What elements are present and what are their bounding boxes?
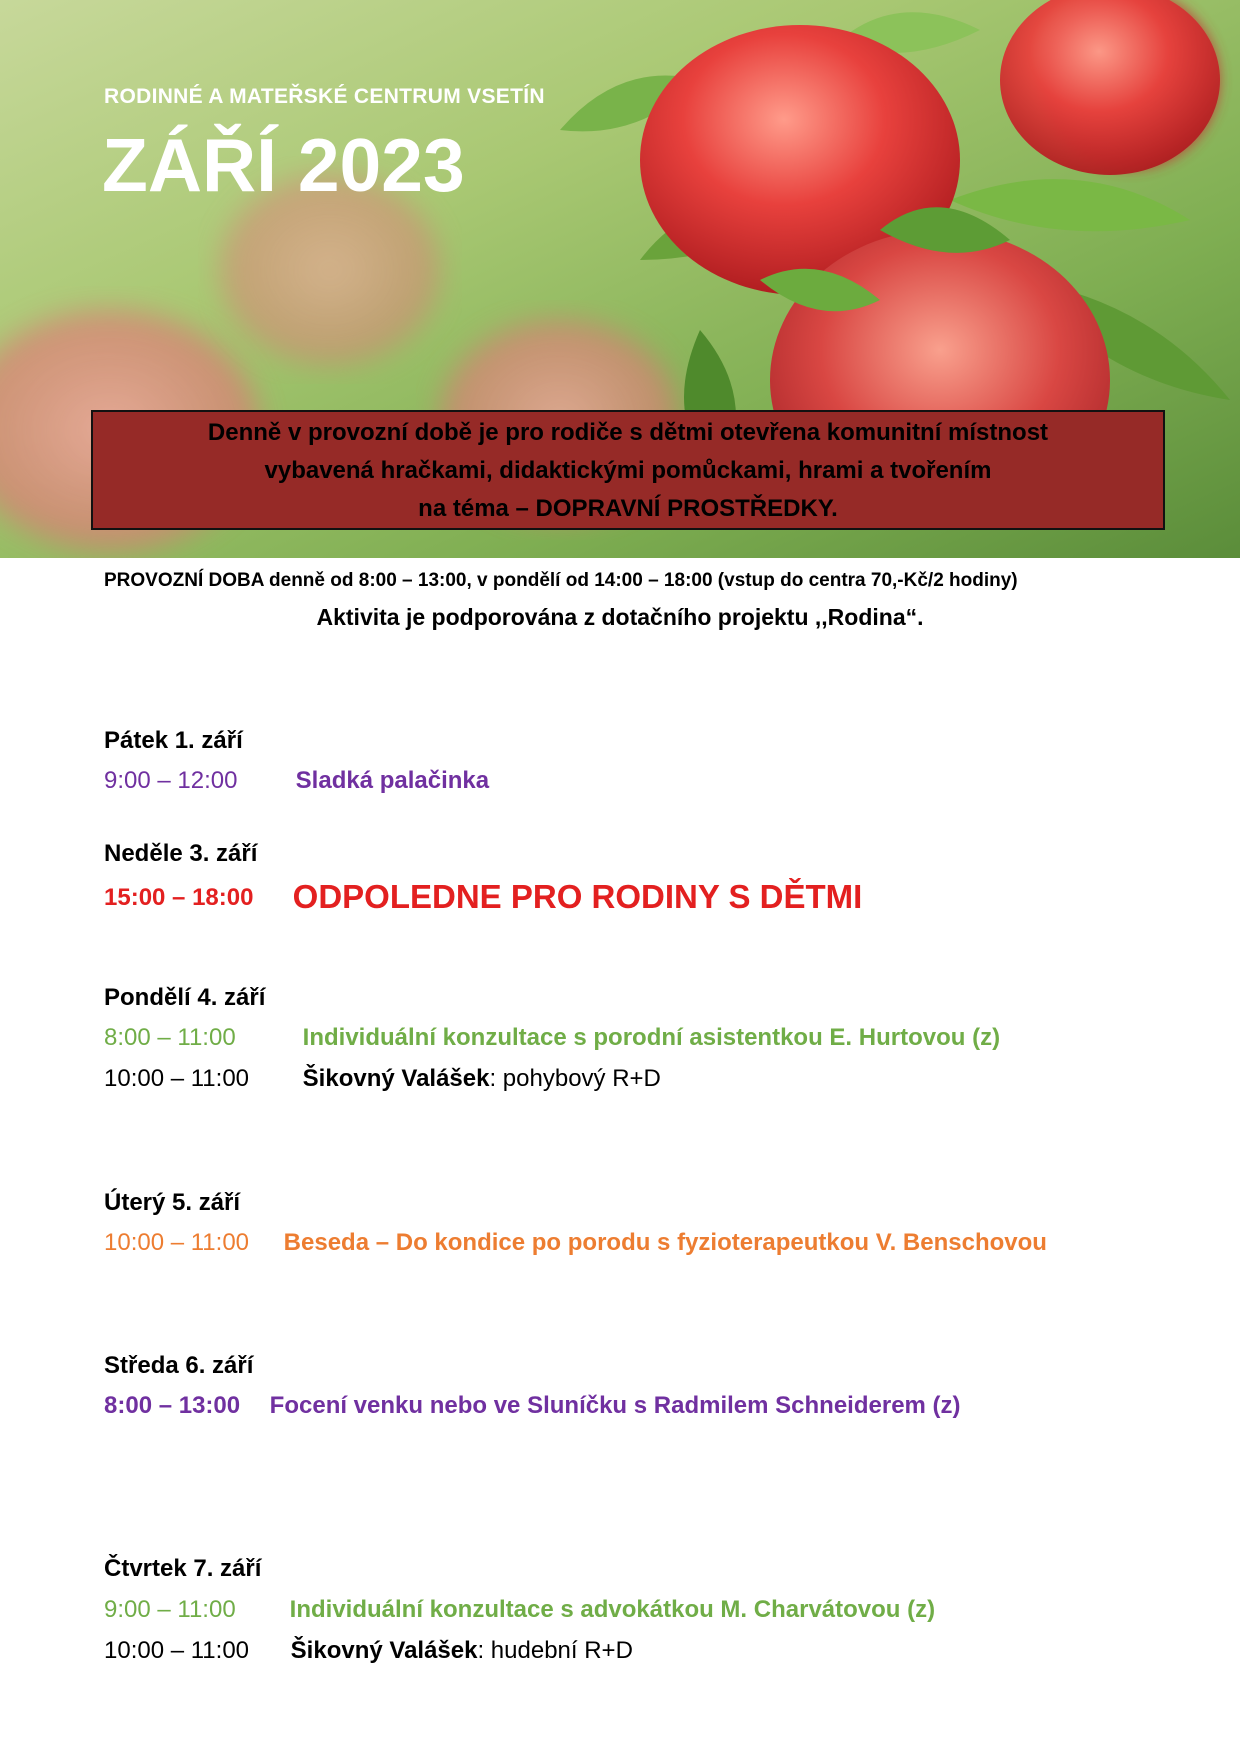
center-name: RODINNÉ A MATEŘSKÉ CENTRUM VSETÍN (104, 85, 545, 108)
project-support: Aktivita je podporována z dotačního projektu ,,Rodina“. (316, 604, 924, 630)
event-title: Beseda – Do kondice po porodu s fyzioterapeutkou V. Benschovou (283, 1229, 1047, 1256)
event-title: ODPOLEDNE PRO RODINY S DĚTMI (292, 878, 863, 915)
page-title: ZÁŘÍ 2023 (102, 123, 465, 207)
event-time: 10:00 – 11:00 (104, 1637, 250, 1664)
event-time: 9:00 – 12:00 (104, 767, 238, 794)
event-time: 8:00 – 11:00 (104, 1024, 236, 1051)
event-row (104, 1392, 961, 1420)
event-time: 8:00 – 13:00 (104, 1392, 241, 1419)
event-row (104, 878, 862, 916)
notice-line-2: vybavená hračkami, didaktickými pomůckami, hrami a tvořením (264, 457, 992, 484)
day-heading: Pondělí 4. září (104, 984, 266, 1011)
event-detail: : pohybový R+D (489, 1065, 661, 1092)
event-title: Focení venku nebo ve Sluníčku s Radmilem Schneiderem (z) (269, 1392, 961, 1419)
event-time: 10:00 – 11:00 (104, 1065, 250, 1092)
day-heading: Neděle 3. září (104, 840, 258, 867)
notice-line-1: Denně v provozní době je pro rodiče s dětmi otevřena komunitní místnost (207, 419, 1049, 446)
event-title: Šikovný Valášek (290, 1637, 478, 1664)
event-title: Individuální konzultace s porodní asistentkou E. Hurtovou (z) (302, 1024, 1001, 1051)
event-title: Individuální konzultace s advokátkou M. Charvátovou (z) (289, 1596, 936, 1623)
notice-box (91, 410, 1165, 530)
event-detail: : hudební R+D (477, 1637, 633, 1664)
event-time: 10:00 – 11:00 (104, 1229, 250, 1256)
event-row (104, 1024, 1000, 1052)
event-row (104, 1229, 1047, 1257)
day-heading: Pátek 1. září (104, 727, 243, 754)
event-row (104, 1596, 935, 1624)
event-title: Sladká palačinka (295, 767, 490, 794)
event-row (104, 1637, 633, 1665)
event-title: Šikovný Valášek (302, 1065, 490, 1092)
day-heading: Čtvrtek 7. září (104, 1555, 262, 1582)
notice-line-3: na téma – DOPRAVNÍ PROSTŘEDKY. (418, 495, 838, 522)
event-row (104, 1065, 661, 1093)
event-time: 15:00 – 18:00 (104, 884, 254, 911)
event-time: 9:00 – 11:00 (104, 1596, 236, 1623)
day-heading: Úterý 5. září (104, 1189, 241, 1216)
opening-hours: PROVOZNÍ DOBA denně od 8:00 – 13:00, v pondělí od 14:00 – 18:00 (vstup do centra 70,-Kč/2 hodiny) (104, 570, 1018, 591)
event-row (104, 767, 489, 795)
day-heading: Středa 6. září (104, 1352, 254, 1379)
